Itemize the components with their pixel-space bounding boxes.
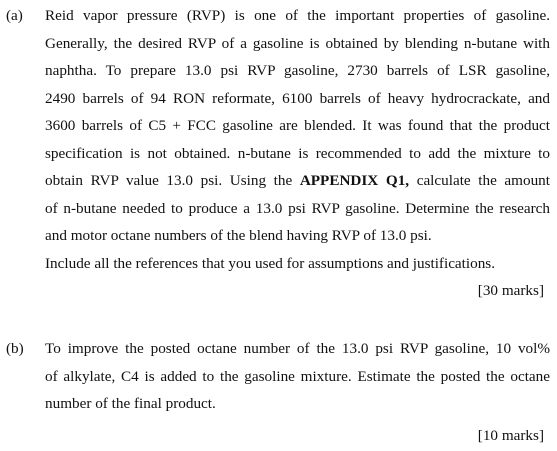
question-a-line-10: Include all the references that you used for assumptions and justifications. bbox=[45, 254, 496, 272]
question-a-line-4: 2490 barrels of 94 RON reformate, 6100 barrels of heavy hydrocrackate, and bbox=[45, 89, 550, 107]
question-a-line-3: naphtha. To prepare 13.0 psi RVP gasoline, 2730 barrels of LSR gasoline, bbox=[45, 62, 550, 79]
question-b-line-2: of alkylate, C4 is added to the gasoline mixture. Estimate the posted the octane bbox=[45, 367, 550, 385]
question-a-line-5: 3600 barrels of C5 + FCC gasoline are blended. It was found that the product bbox=[45, 117, 550, 134]
question-a-line-7 bbox=[45, 167, 550, 195]
question-b-label: (b) bbox=[6, 340, 24, 357]
question-a-line-8: of n-butane needed to produce a 13.0 psi RVP gasoline. Determine the research bbox=[45, 199, 550, 217]
question-b-line-1: To improve the posted octane number of the 13.0 psi RVP gasoline, 10 vol% bbox=[45, 340, 550, 357]
question-a-label: (a) bbox=[6, 7, 23, 24]
question-a-line-9: and motor octane numbers of the blend having RVP of 13.0 psi. bbox=[45, 227, 432, 244]
appendix-reference: APPENDIX Q1, bbox=[299, 172, 410, 189]
question-a-body bbox=[45, 2, 550, 305]
question-a-marks: [30 marks] bbox=[477, 282, 544, 299]
question-a-line-7-head: obtain RVP value 13.0 psi. Using the bbox=[45, 172, 300, 189]
question-a-line-7-tail: calculate the amount bbox=[409, 172, 550, 189]
question-a-line-1: Reid vapor pressure (RVP) is one of the important properties of gasoline. bbox=[45, 7, 550, 24]
question-a-line-6: specification is not obtained. n-butane is recommended to add the mixture to bbox=[45, 144, 550, 162]
question-b-marks: [10 marks] bbox=[477, 426, 544, 444]
question-a-line-2: Generally, the desired RVP of a gasoline is obtained by blending n-butane with bbox=[45, 34, 550, 52]
question-b-line-3: number of the final product. bbox=[45, 395, 216, 412]
question-b-body bbox=[45, 335, 550, 449]
